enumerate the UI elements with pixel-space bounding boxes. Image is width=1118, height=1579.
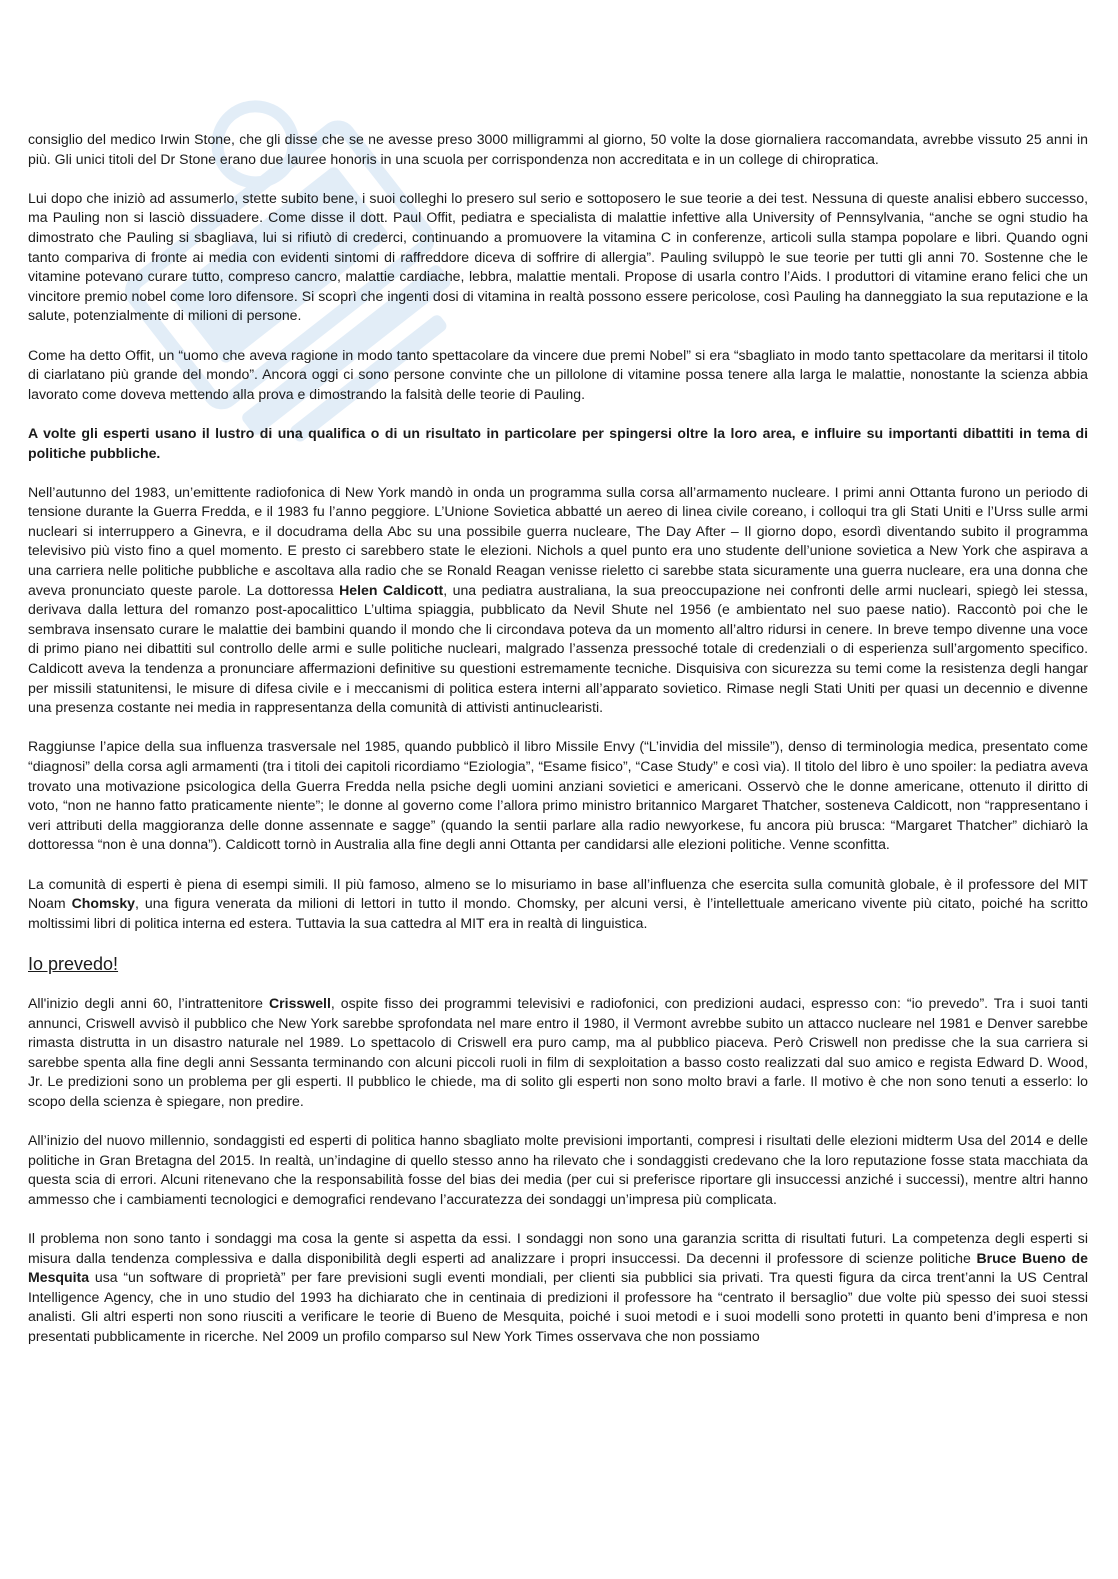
paragraph bbox=[28, 346, 1088, 405]
bold-name: Bruce Bueno de Mesquita bbox=[28, 1249, 1088, 1286]
text-run: Lui dopo che iniziò ad assumerlo, stette subito bene, i suoi colleghi lo presero sul serio e sottoposero le sue teorie a dei test. Nessuna di queste analisi ebbero successo, ma Pauling non si lasciò dissuadere. Come disse il dott. Paul Offit, pediatra e specialista di malattie infettive alla University of Pennsylvania, “anche se ogni studio ha dimostrato che Pauling si sbagliava, lui si rifiutò di crederci, continuando a promuovere la vitamina C in conferenze, articoli sulla stampa popolare e libri. Quando ogni tanto compariva di fronte ai media con evidenti sintomi di raffreddore diceva di soffrire di allergia”. Pauling sviluppò le sue teorie per tutti gli anni 70. Sostenne che le vitamine potevano curare tutto, compreso cancro, malattie cardiache, lebbra, malattie mentali. Propose di usarla contro l’Aids. I produttori di vitamine erano felici che un vincitore premio nobel come loro difensore. Si scoprì che ingenti dosi di vitamina in realtà possono essere pericolose, così Pauling ha danneggiato la sua reputazione e la salute, potenzialmente di milioni di persone. bbox=[28, 189, 1088, 324]
paragraph bbox=[28, 424, 1088, 463]
document-body bbox=[28, 130, 1088, 1366]
paragraph bbox=[28, 130, 1088, 169]
text-run: usa “un software di proprietà” per fare previsioni sugli eventi mondiali, per clienti sia pubblici sia privati. Tra questi figura da circa trent’anni la US Central Intelligence Agency, che in uno studio del 1993 ha dichiarato che in centinaia di predizioni il professore ha “centrato il bersaglio” due volte più spesso dei suoi stessi analisti. Gli altri esperti non sono riusciti a verificare le teorie di Bueno de Mesquita, poiché i suoi metodi e i suoi modelli sono protetti in quanto beni d’impresa e non presentati pubblicamente in ricerche. Nel 2009 un profilo comparso sul New York Times osservava che non possiamo bbox=[28, 1269, 1088, 1345]
paragraph bbox=[28, 1131, 1088, 1209]
text-run: , una figura venerata da milioni di lettori in tutto il mondo. Chomsky, per alcuni versi, è l’intellettuale americano vivente più citato, poiché ha scritto moltissimi libri di politica interna ed estera. Tuttavia la sua cattedra al MIT era in realtà di linguistica. bbox=[28, 895, 1088, 931]
text-run: Raggiunse l’apice della sua influenza trasversale nel 1985, quando pubblicò il libro Missile Envy (“L’invidia del missile”), denso di terminologia medica, presentato come “diagnosi” della corsa agli armamenti (tra i titoli dei capitoli ricordiamo “Eziologia”, “Esame fisico”, “Case Study” e così via). Il titolo del libro è uno spoiler: la pediatra aveva trovato una motivazione psicologica della Guerra Fredda nella psiche degli uomini anziani sovietici e americani. Osservò che le donne americane, ottenuto il diritto di voto, “non ne hanno fatto praticamente niente”; le donne al governo come l’allora primo ministro britannico Margaret Thatcher, sosteneva Caldicott, non “rappresentano i veri attributi della maggioranza delle donne assennate e sagge” (quando la sentii parlare alla radio newyorkese, fu ancora più brusca: “Margaret Thatcher” dichiarò la dottoressa “non è una donna”). Caldicott tornò in Australia alla fine degli anni Ottanta per candidarsi alle elezioni politiche. Venne sconfitta. bbox=[28, 738, 1088, 853]
paragraph bbox=[28, 737, 1088, 855]
paragraph bbox=[28, 189, 1088, 326]
text-run: , una pediatra australiana, la sua preoccupazione nei confronti delle armi nucleari, spiegò lei stessa, derivava dalla lettura del romanzo post-apocalittico L’ultima spiaggia, pubblicato da Nevil Shute nel 1956 (e ambientato nel suo paese natio). Raccontò poi che le sembrava insensato curare le malattie dei bambini quando il mondo che li circondava poteva da un momento all’altro ridursi in cenere. In breve tempo divenne una voce di primo piano nei dibattiti sul controllo delle armi e sulle politiche nucleari, malgrado l’assenza pressoché totale di credenziali o di esperienza sull’argomento specifico. Caldicott aveva la tendenza a pronunciare affermazioni definitive su questioni estremamente tecniche. Disquisiva con sicurezza su temi come la resistenza degli hangar per missili statunitensi, le misure di difesa civile e i meccanismi di politica estera interni all’apparato sovietico. Rimase negli Stati Uniti per quasi un decennio e divenne una presenza costante nei media in rappresentanza della comunità di attivisti antinuclearisti. bbox=[28, 581, 1088, 716]
text-run: Nell’autunno del 1983, un’emittente radiofonica di New York mandò in onda un programma sulla corsa all’armamento nucleare. I primi anni Ottanta furono un periodo di tensione durante la Guerra Fredda, e il 1983 fu l’anno peggiore. L’Unione Sovietica abbatté un aereo di linea civile coreano, i colloqui tra gli Stati Uniti e l’Urss sulle armi nucleari si interruppero a Ginevra, e il docudrama della Abc su una possibile guerra nucleare, The Day After – Il giorno dopo, esordì diventando subito il programma televisivo più visto fino a quel momento. E presto ci sarebbero state le elezioni. Nichols a quel punto era uno studente dell’unione sovietica a New York che aspirava a una carriera nelle politiche pubbliche e ascoltava alla radio che se Ronald Reagan venisse rieletto ci sarebbe stata sicuramente una guerra nucleare, era una donna che aveva pronunciato queste parole. La dottoressa bbox=[28, 483, 1088, 598]
text-run: , ospite fisso dei programmi televisivi e radiofonici, con predizioni audaci, espresso con: “io prevedo”. Tra i suoi tanti annunci, Criswell avvisò il pubblico che New York sarebbe sprofondata nel mare entro il 1980, il Vermont avrebbe subito un attacco nucleare nel 1981 e Denver sarebbe rimasta distrutta in un disastro naturale nel 1989. Lo spettacolo di Criswell era puro camp, ma al pubblico piaceva. Però Criswell non predisse che la sua carriera si sarebbe spenta alla fine degli anni Sessanta terminando con alcuni piccoli ruoli in film di sexploitation a basso costo realizzati dal suo amico e regista Edward D. Wood, Jr. Le predizioni sono un problema per gli esperti. Il pubblico le chiede, ma di solito gli esperti non sono molto bravi a farle. Il motivo è che non sono tenuti a esserlo: lo scopo della scienza è spiegare, non predire. bbox=[28, 994, 1088, 1109]
section-heading bbox=[28, 953, 1088, 975]
text-run: All'inizio degli anni 60, l’intrattenitore bbox=[28, 994, 269, 1011]
paragraph bbox=[28, 994, 1088, 1112]
paragraph bbox=[28, 1229, 1088, 1347]
paragraph bbox=[28, 483, 1088, 718]
text-run: . bbox=[156, 444, 161, 461]
bold-name: Crisswell bbox=[269, 994, 331, 1011]
text-run: Come ha detto Offit, un “uomo che aveva ragione in modo tanto spettacolare da vincere due premi Nobel” si era “sbagliato in modo tanto spettacolare da meritarsi il titolo di ciarlatano più grande del mondo”. Ancora oggi ci sono persone convinte che un pillolone di vitamine possa tenere alla larga le malattie, nonostante la scienza abbia lavorato come doveva mettendo alla prova e dimostrando la falsità delle teorie di Pauling. bbox=[28, 346, 1088, 402]
text-run: Il problema non sono tanto i sondaggi ma cosa la gente si aspetta da essi. I sondaggi non sono una garanzia scritta di risultati futuri. La competenza degli esperti si misura dalla tendenza complessiva e dalla disponibilità degli esperti ad analizzare i propri insuccessi. Da decenni il professore di scienze politiche bbox=[28, 1230, 1088, 1266]
text-run: All’inizio del nuovo millennio, sondaggisti ed esperti di politica hanno sbagliato molte previsioni importanti, compresi i risultati delle elezioni midterm Usa del 2014 e delle politiche in Gran Bretagna del 2015. In realtà, un’indagine di quello stesso anno ha rilevato che i sondaggisti credevano che la loro reputazione fosse stata macchiata da questa scia di errori. Alcuni ritenevano che la responsabilità fosse del bias dei media (per cui si preferisce riportare gli insuccessi anziché i successi), mentre altri hanno ammesso che i cambiamenti tecnologici e demografici rendevano l’accuratezza dei sondaggi un’impresa più complicata. bbox=[28, 1132, 1088, 1207]
bold-name: Chomsky bbox=[71, 895, 136, 912]
text-run: La comunità di esperti è piena di esempi simili. Il più famoso, almeno se lo misuriamo in base all’influenza che esercita sulla comunità globale, è il professore del MIT Noam bbox=[28, 875, 1088, 912]
text-run: consiglio del medico Irwin Stone, che gli disse che se ne avesse preso 3000 milligrammi al giorno, 50 volte la dose giornaliera raccomandata, avrebbe vissuto 25 anni in più. Gli unici titoli del Dr Stone erano due lauree honoris in una scuola per corrispondenza non accreditata e in un college di chiropratica. bbox=[28, 131, 1088, 167]
paragraph bbox=[28, 875, 1088, 934]
text-run: Io prevedo! bbox=[28, 953, 119, 974]
text-run: A volte gli esperti usano il lustro di una qualifica o di un risultato in particolare per spingersi oltre la loro area, e influire su importanti dibattiti in tema di politiche pubbliche bbox=[28, 424, 1088, 461]
bold-name: Helen Caldicott bbox=[339, 581, 444, 598]
